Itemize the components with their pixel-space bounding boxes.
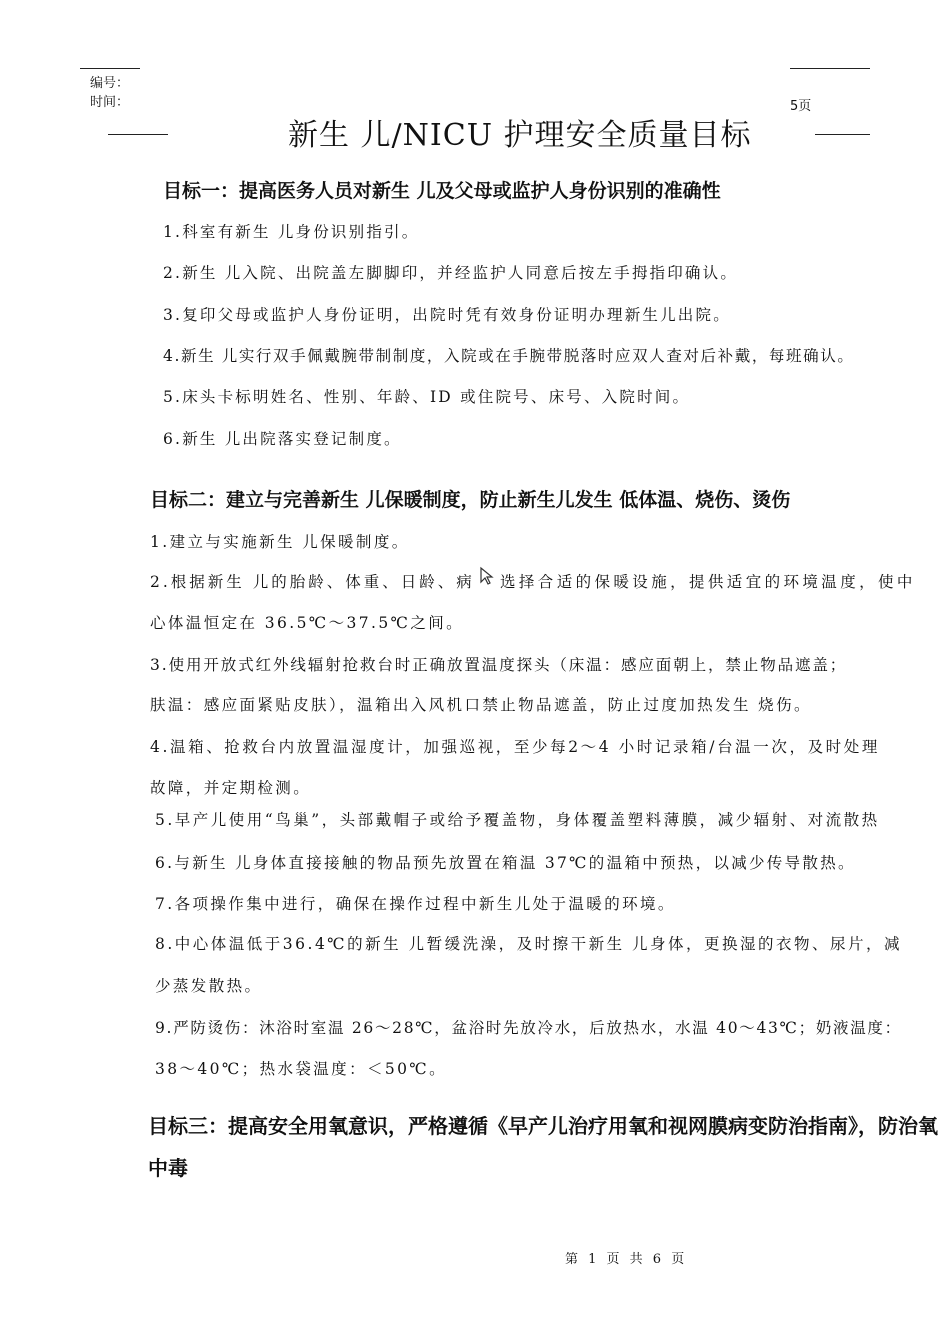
goal-1-item: 5.床头卡标明姓名、性别、年龄、ID 或住院号、床号、入院时间。 [163, 388, 691, 406]
goal-1-item: 3.复印父母或监护人身份证明，出院时凭有效身份证明办理新生儿出院。 [163, 306, 731, 324]
goal-2-line: 肤温：感应面紧贴皮肤），温箱出入风机口禁止物品遮盖，防止过度加热发生 烧伤。 [150, 696, 812, 714]
goal-2-heading: 目标二：建立与完善新生 儿保暖制度，防止新生儿发生 低体温、烧伤、烫伤 [150, 489, 791, 511]
goal-2-line: 6.与新生 儿身体直接接触的物品预先放置在箱温 37℃的温箱中预热，以减少传导散热。 [155, 854, 856, 872]
goal-2-line: 1.建立与实施新生 儿保暖制度。 [150, 533, 410, 551]
header-rule-left [108, 134, 168, 135]
doc-number-label: 编号： [90, 76, 130, 91]
goal-2-line: 选择合适的保暖设施，提供适宜的环境温度，使中 [500, 573, 916, 591]
goal-3-heading: 目标三：提高安全用氧意识，严格遵循《早产儿治疗用氧和视网膜病变防治指南》，防治氧 [148, 1114, 938, 1138]
goal-1-item: 6.新生 儿出院落实登记制度。 [163, 430, 402, 448]
header-rule-top-right [790, 68, 870, 69]
goal-2-line: 9.严防烫伤：沐浴时室温 26～28℃，盆浴时先放冷水，后放热水，水温 40～43℃；奶液温度： [155, 1019, 902, 1037]
goal-1-item: 1.科室有新生 儿身份识别指引。 [163, 223, 420, 241]
goal-2-line: 故障，并定期检测。 [150, 779, 312, 797]
goal-2-line: 4.温箱、抢救台内放置温湿度计，加强巡视，至少每2～4 小时记录箱/台温一次，及时处理 [150, 738, 880, 756]
goal-2-line: 少蒸发散热。 [155, 977, 263, 995]
page-count-fragment: 5页 [790, 99, 812, 114]
goal-2-line: 8.中心体温低于36.4℃的新生 儿暂缓洗澡，及时擦干新生 儿身体，更换湿的衣物、尿片，减 [155, 935, 902, 953]
goal-2-line: 2.根据新生 儿的胎龄、体重、日龄、病 [150, 573, 475, 591]
goal-2-line: 5.早产儿使用“鸟巢”，头部戴帽子或给予覆盖物，身体覆盖塑料薄膜，减少辐射、对流散热 [155, 811, 880, 829]
goal-1-item: 2.新生 儿入院、出院盖左脚脚印，并经监护人同意后按左手拇指印确认。 [163, 264, 739, 282]
goal-1-item: 4.新生 儿实行双手佩戴腕带制制度，入院或在手腕带脱落时应双人查对后补戴，每班确认。 [163, 347, 855, 365]
goal-2-line: 心体温恒定在 36.5℃～37.5℃之间。 [150, 614, 465, 632]
page-footer: 第 1 页 共 6 页 [565, 1252, 688, 1267]
goal-1-heading: 目标一：提高医务人员对新生 儿及父母或监护人身份识别的准确性 [163, 180, 721, 202]
cursor-icon [478, 566, 496, 590]
goal-2-line: 7.各项操作集中进行，确保在操作过程中新生儿处于温暖的环境。 [155, 895, 676, 913]
doc-time-label: 时间： [90, 95, 130, 110]
page-title: 新生 儿/NICU 护理安全质量目标 [288, 118, 752, 153]
header-rule-right [815, 134, 870, 135]
header-rule-top-left [80, 68, 140, 69]
goal-2-line: 3.使用开放式红外线辐射抢救台时正确放置温度探头（床温：感应面朝上，禁止物品遮盖； [150, 656, 848, 674]
goal-2-line: 38～40℃；热水袋温度：＜50℃。 [155, 1060, 448, 1078]
goal-3-heading-cont: 中毒 [148, 1156, 188, 1180]
